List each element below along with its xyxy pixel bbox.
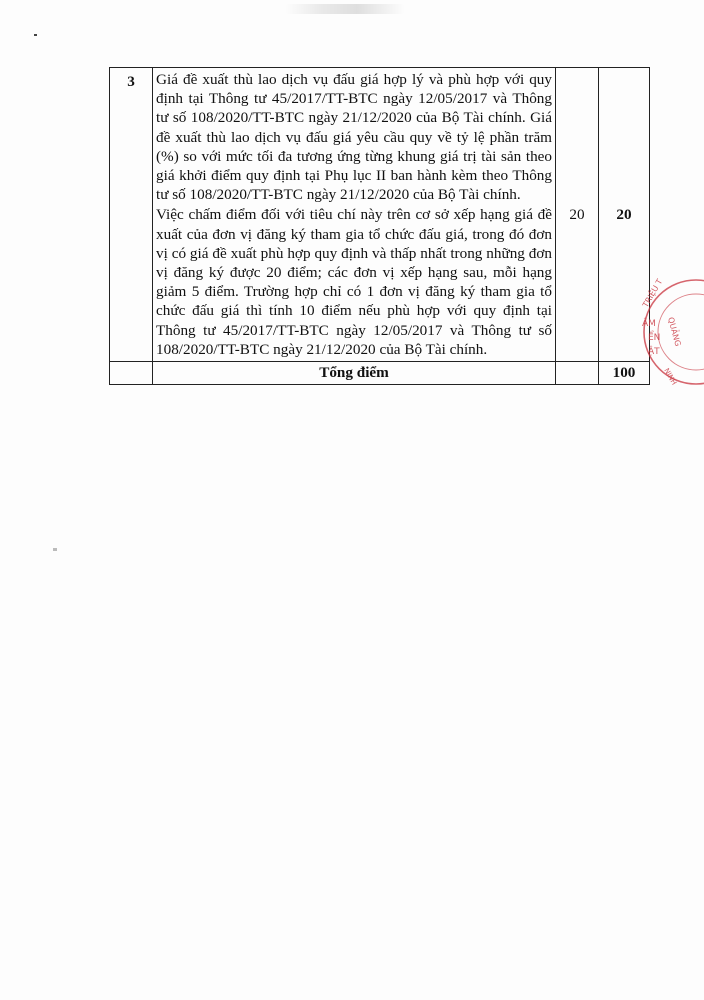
total-row: [110, 362, 650, 385]
scan-smudge: [285, 4, 405, 14]
seal-text-6: NINH: [662, 367, 679, 387]
seal-inner-ring: [658, 294, 704, 370]
score-cell: 20: [599, 68, 650, 362]
seal-text-5: ẬT: [648, 347, 660, 357]
total-label: Tổng điểm: [153, 362, 556, 385]
seal-text-3: ÂM: [642, 319, 656, 329]
seal-text-4: ỂN: [648, 333, 661, 343]
criteria-paragraph-1: Giá đề xuất thù lao dịch vụ đấu giá hợp lý và phù hợp với quy định tại Thông tư 45/2017/TT-BTC ngày 12/05/2017 và Thông tư số 108/2020/TT-BTC ngày 21/12/2020 của Bộ Tài chính. Giá đề xuất thù lao dịch vụ đấu giá yêu cầu quy về tỷ lệ phần trăm (%) so với mức tối đa tương ứng từng khung giá trị tài sản theo giá khởi điểm quy định tại Phụ lục II ban hành kèm theo Thông tư số 108/2020/TT-BTC ngày 21/12/2020 của Bộ Tài chính.: [156, 71, 552, 204]
total-empty-max-cell: [556, 362, 599, 385]
total-empty-cell: [110, 362, 153, 385]
scan-speck-side: [53, 548, 57, 551]
seal-text-1: TRIỆU T: [640, 277, 665, 309]
criteria-description: [153, 68, 556, 362]
scoring-table: [109, 67, 650, 385]
row-number: 3: [110, 68, 153, 362]
total-score: 100: [599, 362, 650, 385]
criteria-row: [110, 68, 650, 362]
seal-text-2: QUẢNG: [666, 316, 683, 348]
max-points-cell: 20: [556, 68, 599, 362]
seal-outer-ring: [644, 280, 704, 387]
criteria-paragraph-2: Việc chấm điểm đối với tiêu chí này trên cơ sở xếp hạng giá đề xuất của đơn vị đăng ký tham gia tổ chức đấu giá, trong đó đơn vị có giá đề xuất phù hợp quy định và thấp nhất trong những đơn vị đăng ký được 20 điểm; các đơn vị xếp hạng sau, mỗi hạng giảm 5 điểm. Trường hợp chỉ có 1 đơn vị đăng ký tham gia tổ chức đấu giá thì tính 10 điểm nếu phù hợp với quy định tại Thông tư 45/2017/TT-BTC ngày 12/05/2017 và Thông tư số 108/2020/TT-BTC ngày 21/12/2020 của Bộ Tài chính.: [156, 206, 552, 358]
scan-speck: [34, 34, 37, 36]
